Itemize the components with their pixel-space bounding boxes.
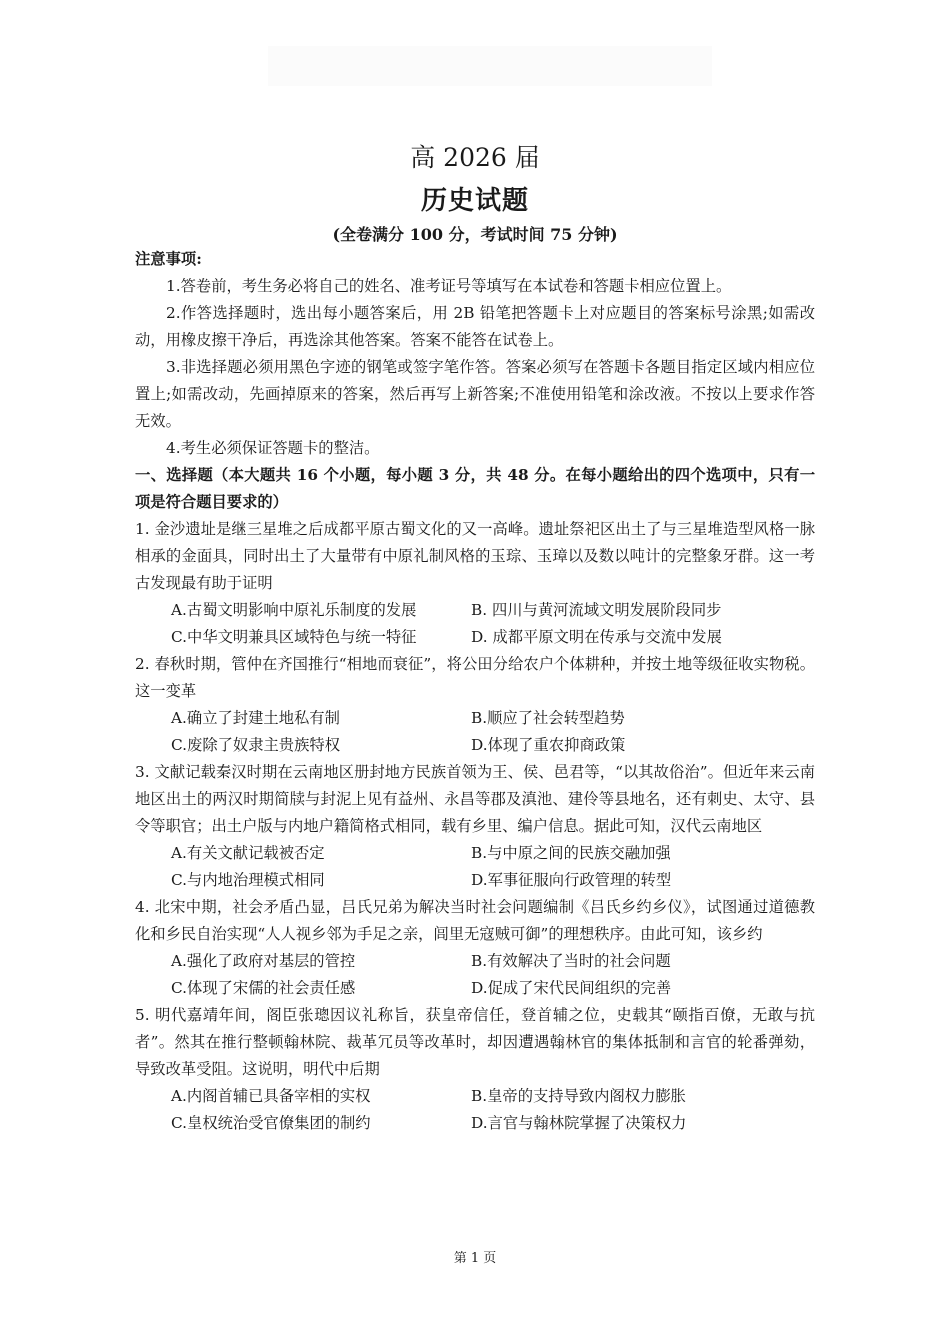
notice-item-4: 4.考生必须保证答题卡的整洁。 (166, 439, 380, 457)
question-5-option-c: C.皇权统治受官僚集团的制约 (171, 1114, 371, 1132)
question-1-options-row-1 (135, 597, 815, 624)
question-1-option-a: A.古蜀文明影响中原礼乐制度的发展 (171, 601, 417, 619)
question-3-option-c: C.与内地治理模式相同 (171, 871, 325, 889)
question-4-option-a: A.强化了政府对基层的管控 (171, 952, 356, 970)
question-4-options-row-2 (135, 975, 815, 1002)
notice-item-3: 3.非选择题必须用黑色字迹的钢笔或签字笔作答。答案必须写在答题卡各题目指定区域内相应位置上;如需改动，先画掉原来的答案，然后再写上新答案;不准使用铅笔和涂改液。不按以上要求作答无效。 (135, 358, 815, 430)
question-4-stem: 4. 北宋中期，社会矛盾凸显，吕氏兄弟为解决当时社会问题编制《吕氏乡约乡仪》，试图通过道德教化和乡民自治实现“人人视乡邻为手足之亲，闾里无寇贼可御”的理想秩序。由此可知，该乡约 (135, 898, 815, 943)
question-1-option-c: C.中华文明兼具区域特色与统一特征 (171, 628, 417, 646)
question-5-options-row-1 (135, 1083, 815, 1110)
section-title: 一、选择题（本大题共 16 个小题，每小题 3 分，共 48 分。在每小题给出的四个选项中，只有一项是符合题目要求的） (135, 466, 815, 511)
question-2-stem: 2. 春秋时期，管仲在齐国推行“相地而衰征”，将公田分给农户个体耕种，并按土地等级征收实物税。这一变革 (135, 655, 815, 700)
question-1-option-d: D. 成都平原文明在传承与交流中发展 (471, 628, 722, 646)
question-1-stem: 1. 金沙遗址是继三星堆之后成都平原古蜀文化的又一高峰。遗址祭祀区出土了与三星堆造型风格一脉相承的金面具，同时出土了大量带有中原礼制风格的玉琮、玉璋以及数以吨计的完整象牙群。这一考古发现最有助于证明 (135, 520, 815, 592)
notice-item-1: 1.答卷前，考生务必将自己的姓名、准考证号等填写在本试卷和答题卡相应位置上。 (166, 277, 732, 295)
question-3-option-d: D.军事征服向行政管理的转型 (471, 871, 672, 889)
exam-grade-title: 高 2026 届 (410, 143, 540, 172)
question-5-stem: 5. 明代嘉靖年间，阁臣张璁因议礼称旨，获皇帝信任，登首辅之位，史载其“颐指百僚，无敢与抗者”。然其在推行整顿翰林院、裁革冗员等改革时，却因遭遇翰林官的集体抵制和言官的轮番弹劾，导致改革受阻。这说明，明代中后期 (135, 1006, 815, 1078)
notice-item-2: 2.作答选择题时，选出每小题答案后，用 2B 铅笔把答题卡上对应题目的答案标号涂黑;如需改动，用橡皮擦干净后，再选涂其他答案。答案不能答在试卷上。 (135, 304, 815, 349)
question-2-options-row-1 (135, 705, 815, 732)
question-4-option-d: D.促成了宋代民间组织的完善 (471, 979, 672, 997)
question-5-option-d: D.言官与翰林院掌握了决策权力 (471, 1114, 687, 1132)
question-3-option-a: A.有关文献记载被否定 (171, 844, 325, 862)
question-3-options-row-2 (135, 867, 815, 894)
question-2-option-a: A.确立了封建土地私有制 (171, 709, 340, 727)
question-3-options-row-1 (135, 840, 815, 867)
question-1-option-b: B. 四川与黄河流域文明发展阶段同步 (471, 601, 722, 619)
question-5-option-a: A.内阁首辅已具备宰相的实权 (171, 1087, 371, 1105)
exam-score-info: (全卷满分 100 分，考试时间 75 分钟) (332, 225, 618, 244)
question-3-stem: 3. 文献记载秦汉时期在云南地区册封地方民族首领为王、侯、邑君等，“以其故俗治”。但近年来云南地区出土的两汉时期简牍与封泥上见有益州、永昌等郡及滇池、建伶等县地名，还有刺史、太守、县令等职官；出土户版与内地户籍简格式相同，载有乡里、编户信息。据此可知，汉代云南地区 (135, 763, 815, 835)
notice-title: 注意事项: (135, 250, 202, 268)
question-4-options-row-1 (135, 948, 815, 975)
question-4-option-c: C.体现了宋儒的社会责任感 (171, 979, 356, 997)
question-2-option-d: D.体现了重农抑商政策 (471, 736, 626, 754)
question-4-option-b: B.有效解决了当时的社会问题 (471, 952, 671, 970)
question-1-options-row-2 (135, 624, 815, 651)
exam-body (135, 246, 815, 1137)
question-5-options-row-2 (135, 1110, 815, 1137)
exam-subject-title: 历史试题 (420, 186, 529, 216)
question-2-options-row-2 (135, 732, 815, 759)
question-2-option-b: B.顺应了社会转型趋势 (471, 709, 625, 727)
question-2-option-c: C.废除了奴隶主贵族特权 (171, 736, 340, 754)
faint-header-band (268, 46, 712, 86)
question-5-option-b: B.皇帝的支持导致内阁权力膨胀 (471, 1087, 686, 1105)
page-number: 第 1 页 (453, 1251, 497, 1266)
question-3-option-b: B.与中原之间的民族交融加强 (471, 844, 671, 862)
